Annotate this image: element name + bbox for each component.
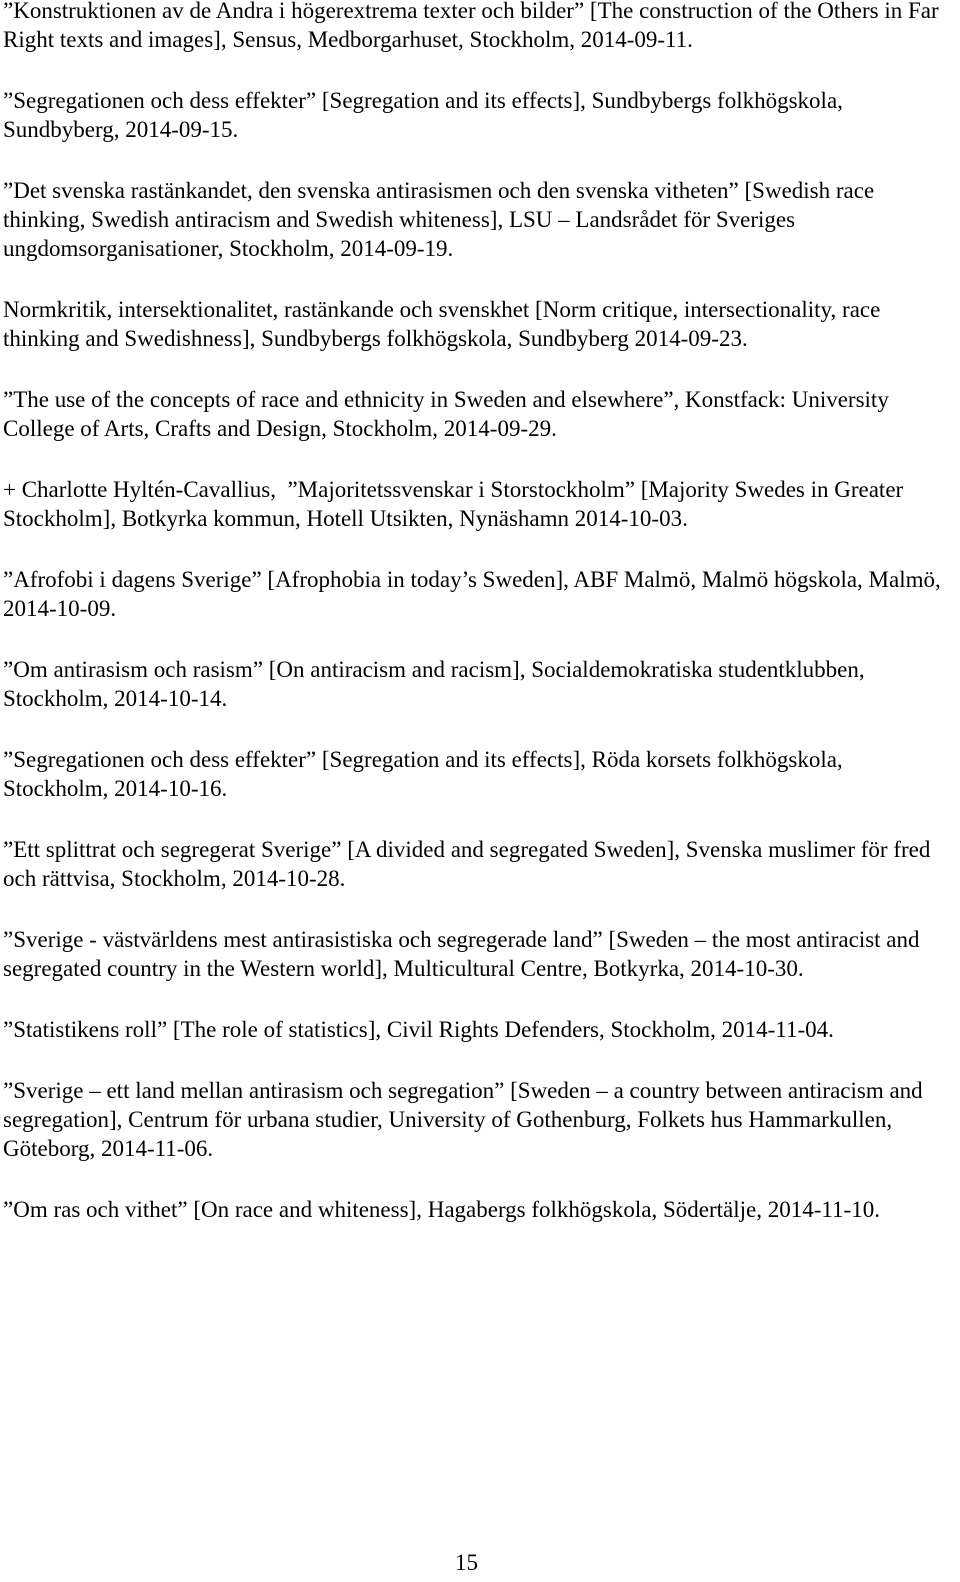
lecture-entry: ”Om ras och vithet” [On race and whiteness], Hagabergs folkhögskola, Södertälje, 2014-11-10. [3, 1197, 880, 1222]
lecture-entry: ”Statistikens roll” [The role of statistics], Civil Rights Defenders, Stockholm, 2014-11-04. [3, 1017, 834, 1042]
lecture-entry: ”Segregationen och dess effekter” [Segregation and its effects], Sundbybergs folkhögskola, Sundbyberg, 2014-09-15. [3, 88, 849, 142]
lecture-entry: ”Ett splittrat och segregerat Sverige” [A divided and segregated Sweden], Svenska muslimer för fred och rättvisa, Stockholm, 2014-10-28. [3, 837, 937, 891]
lecture-entry: ”Afrofobi i dagens Sverige” [Afrophobia in today’s Sweden], ABF Malmö, Malmö högskola, Malmö, 2014-10-09. [3, 567, 947, 621]
document-body [3, 0, 953, 1256]
lecture-entry: ”The use of the concepts of race and ethnicity in Sweden and elsewhere”, Konstfack: University College of Arts, Crafts and Design, Stockholm, 2014-09-29. [3, 387, 895, 441]
lecture-entry: + Charlotte Hyltén-Cavallius, ”Majoritetssvenskar i Storstockholm” [Majority Swedes in Greater Stockholm], Botkyrka kommun, Hotell Utsikten, Nynäshamn 2014-10-03. [3, 477, 909, 531]
lecture-entry: Normkritik, intersektionalitet, rastänkande och svenskhet [Norm critique, intersectionality, race thinking and Swedishness], Sundbybergs folkhögskola, Sundbyberg 2014-09-23. [3, 297, 887, 351]
lecture-entry: ”Sverige - västvärldens mest antirasistiska och segregerade land” [Sweden – the most antiracist and segregated country in the Western world], Multicultural Centre, Botkyrka, 2014-10-30. [3, 927, 926, 981]
lecture-entry: ”Segregationen och dess effekter” [Segregation and its effects], Röda korsets folkhögskola, Stockholm, 2014-10-16. [3, 747, 849, 801]
lecture-entry: ”Om antirasism och rasism” [On antiracism and racism], Socialdemokratiska studentklubben, Stockholm, 2014-10-14. [3, 657, 871, 711]
lecture-entry: ”Konstruktionen av de Andra i högerextrema texter och bilder” [The construction of the Others in Far Right texts and images], Sensus, Medborgarhuset, Stockholm, 2014-09-11. [3, 0, 945, 52]
lecture-entry: ”Sverige – ett land mellan antirasism och segregation” [Sweden – a country between antiracism and segregation], Centrum för urbana studier, University of Gothenburg, Folkets hus Hammarkullen, Göteborg, 2014-11-06. [3, 1078, 929, 1161]
lecture-entry: ”Det svenska rastänkandet, den svenska antirasismen och den svenska vitheten” [Swedish race thinking, Swedish antiracism and Swedish whiteness], LSU – Landsrådet för Sveriges ungdomsorganisationer, Stockholm, 2014-09-19. [3, 178, 880, 261]
page-number: 15 [455, 1550, 478, 1575]
